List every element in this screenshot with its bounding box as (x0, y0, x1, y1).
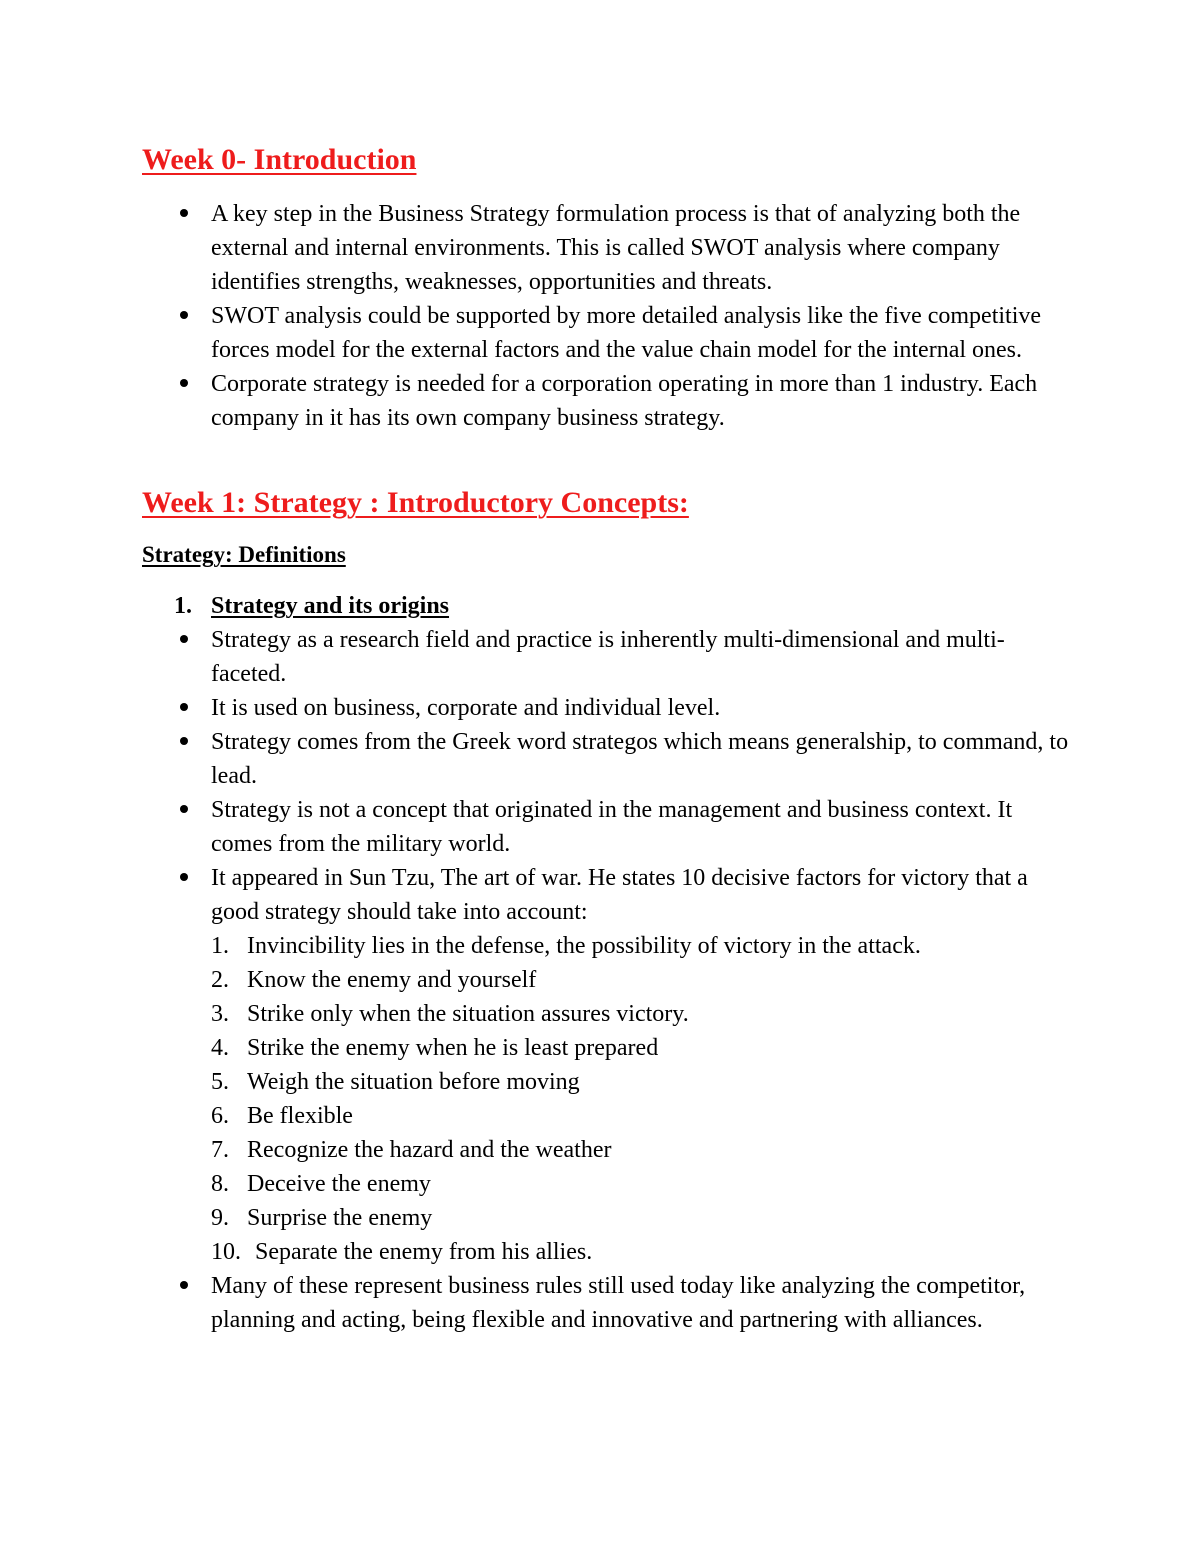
factor-number: 3. (211, 1001, 229, 1027)
factor-item (0, 1065, 1200, 1099)
list-item (0, 793, 1200, 861)
factor-item (0, 1235, 1200, 1269)
factor-text: Invincibility lies in the defense, the possibility of victory in the attack. (247, 933, 921, 959)
factor-number: 1. (211, 933, 229, 959)
list-item (0, 367, 1200, 435)
bullet-icon (174, 793, 194, 827)
list-item (0, 1269, 1200, 1337)
week0-heading: Week 0- Introduction (142, 143, 417, 176)
section-title: Strategy and its origins (211, 593, 450, 619)
factor-text: Be flexible (247, 1103, 353, 1129)
list-item-text: Corporate strategy is needed for a corporation operating in more than 1 industry. Each company in it has its own company business strategy. (211, 371, 1038, 431)
definitions-subheading: Strategy: Definitions (142, 542, 346, 567)
bullet-icon (174, 623, 194, 657)
factor-number: 7. (211, 1137, 229, 1163)
factor-text: Strike the enemy when he is least prepared (247, 1035, 659, 1061)
factor-item (0, 963, 1200, 997)
bullet-icon (174, 691, 194, 725)
factor-number: 5. (211, 1069, 229, 1095)
list-item-text: It is used on business, corporate and individual level. (211, 695, 721, 721)
bullet-icon (174, 197, 194, 231)
week1-heading: Week 1: Strategy : Introductory Concepts: (142, 486, 689, 519)
factor-item (0, 1167, 1200, 1201)
factor-number: 4. (211, 1035, 229, 1061)
bullet-icon (174, 861, 194, 895)
list-item (0, 691, 1200, 725)
numbered-section-heading (0, 589, 1200, 623)
bullet-icon (174, 725, 194, 759)
list-item-text: It appeared in Sun Tzu, The art of war. He states 10 decisive factors for victory that a good strategy should take into account: (211, 865, 1028, 925)
week1-content (0, 589, 1200, 1337)
list-item-text: SWOT analysis could be supported by more detailed analysis like the five competitive forces model for the external factors and the value chain model for the internal ones. (211, 303, 1042, 363)
factor-number: 10. (211, 1239, 241, 1265)
factor-text: Deceive the enemy (247, 1171, 431, 1197)
list-item-text: Many of these represent business rules still used today like analyzing the competitor, planning and acting, being flexible and innovative and partnering with alliances. (211, 1273, 1026, 1333)
factor-text: Know the enemy and yourself (247, 967, 537, 993)
list-item-text: A key step in the Business Strategy formulation process is that of analyzing both the external and internal environments. This is called SWOT analysis where company identifies strengths, weaknesses, opportunities and threats. (211, 201, 1021, 295)
bullet-icon (174, 1269, 194, 1303)
factor-number: 8. (211, 1171, 229, 1197)
factor-number: 6. (211, 1103, 229, 1129)
factor-item (0, 1201, 1200, 1235)
list-item (0, 197, 1200, 299)
section-number: 1. (174, 593, 192, 619)
list-item-text: Strategy as a research field and practice is inherently multi-dimensional and multi-faceted. (211, 627, 1005, 687)
factor-item (0, 1099, 1200, 1133)
factor-text: Weigh the situation before moving (247, 1069, 580, 1095)
factor-text: Surprise the enemy (247, 1205, 433, 1231)
factor-item (0, 997, 1200, 1031)
bullet-icon (174, 367, 194, 401)
list-item (0, 623, 1200, 691)
list-item-text: Strategy is not a concept that originated in the management and business context. It comes from the military world. (211, 797, 1013, 857)
factor-text: Recognize the hazard and the weather (247, 1137, 612, 1163)
factor-item (0, 1133, 1200, 1167)
factor-number: 2. (211, 967, 229, 993)
list-item (0, 299, 1200, 367)
bullet-icon (174, 299, 194, 333)
week0-bullet-list (0, 197, 1200, 435)
factor-text: Strike only when the situation assures victory. (247, 1001, 689, 1027)
factor-item (0, 1031, 1200, 1065)
factor-text: Separate the enemy from his allies. (255, 1239, 593, 1265)
factor-number: 9. (211, 1205, 229, 1231)
list-item (0, 861, 1200, 929)
factor-item (0, 929, 1200, 963)
list-item (0, 725, 1200, 793)
list-item-text: Strategy comes from the Greek word strategos which means generalship, to command, to lead. (211, 729, 1069, 789)
